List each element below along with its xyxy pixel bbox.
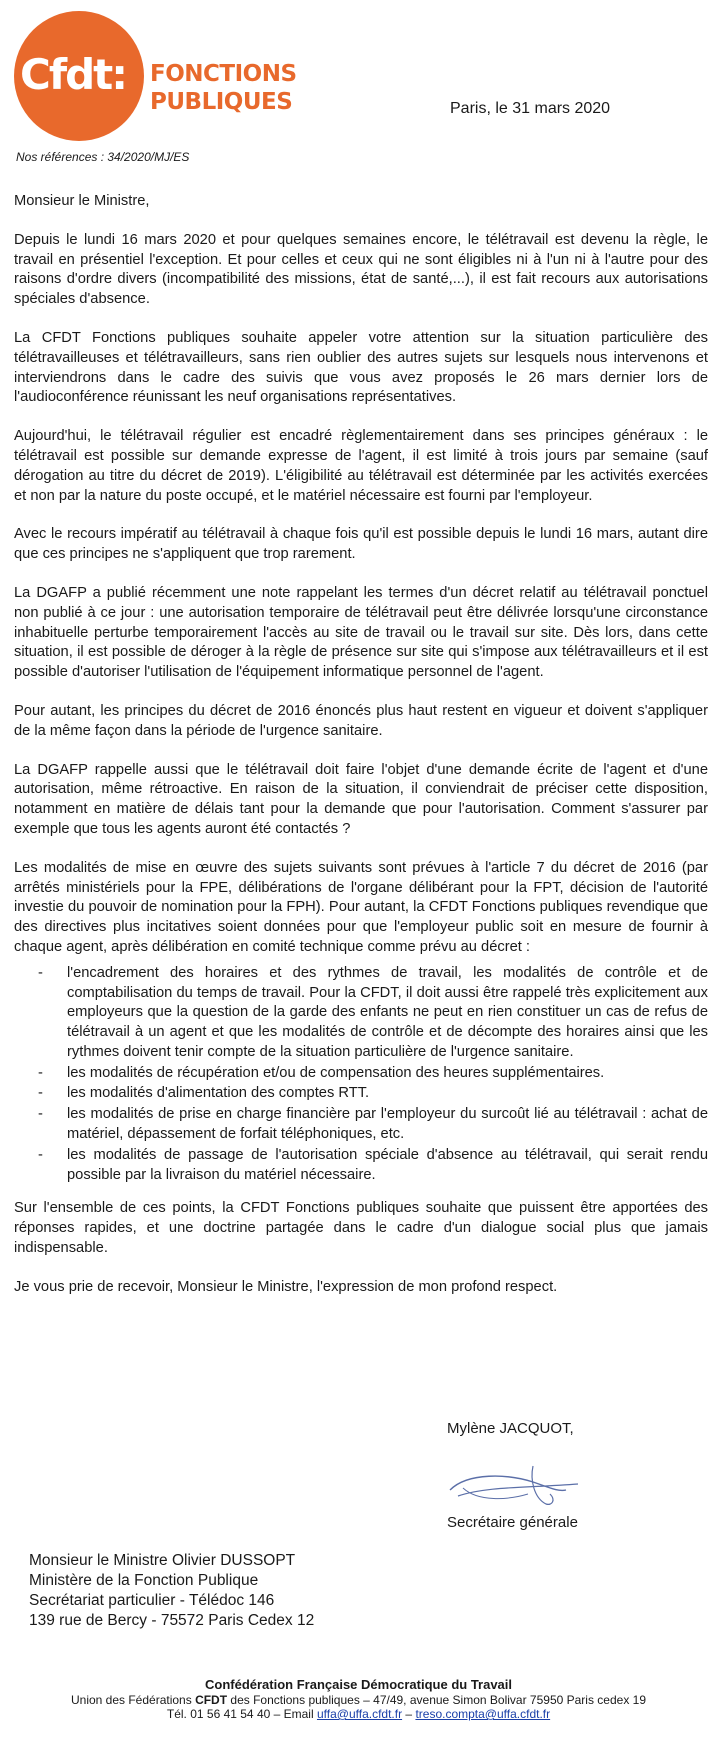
footer-union-bold: CFDT [195, 1692, 228, 1707]
email-link-uffa[interactable]: uffa@uffa.cfdt.fr [316, 1707, 403, 1721]
list-item-text: les modalités de passage de l'autorisation spéciale d'absence au télétravail, qui serait rendu possible par la livraison du matériel nécessaire. [67, 1146, 708, 1183]
paragraph: La CFDT Fonctions publiques souhaite appeler votre attention sur la situation particulière des télétravailleuses et télétravailleurs, sans rien oublier des autres sujets sur lesquels nous intervenons et interviendrons dans le cadre des suivis que vous avez proposés le 26 mars dernier lors de l'audioconférence réunissant les neuf organisations représentatives. [14, 329, 708, 406]
recipient-line: 139 rue de Bercy - 75572 Paris Cedex 12 [29, 1612, 315, 1629]
footer-separator: – [402, 1707, 416, 1721]
bullet-dash: - [38, 964, 43, 981]
list-item-text: les modalités de récupération et/ou de compensation des heures supplémentaires. [67, 1064, 605, 1081]
list-item-text: les modalités d'alimentation des comptes RTT. [67, 1085, 370, 1102]
salutation: Monsieur le Ministre, [14, 193, 150, 209]
paragraph: Depuis le lundi 16 mars 2020 et pour quelques semaines encore, le télétravail est devenu la règle, le travail en présentiel l'exception. Et pour celles et ceux qui ne sont éligibles ni à l'un ni à l'autre pour des raisons d'ordre divers (incompatibilité des missions, état de santé,...), il est fait recours aux autorisations spéciales d'absence. [14, 231, 708, 308]
paragraph: Pour autant, les principes du décret de 2016 énoncés plus haut restent en vigueur et doivent s'appliquer de la même façon dans la période de l'urgence sanitaire. [14, 702, 708, 739]
recipient-line: Monsieur le Ministre Olivier DUSSOPT [29, 1552, 296, 1569]
paragraph: Les modalités de mise en œuvre des sujets suivants sont prévues à l'article 7 du décret de 2016 (par arrêtés ministériels pour la FPE, délibérations de l'organe délibérant pour la FPT, décision de l'autorité investie du pouvoir de nomination pour la FPH). Pour autant, la CFDT Fonctions publiques revendique que des directives plus incitatives soient données pour que l'employeur public soit en mesure de fournir à chaque agent, après délibération en comité technique comme prévu au décret : [14, 859, 708, 955]
brand-line-1: FONCTIONS [150, 61, 297, 87]
references: Nos références : 34/2020/MJ/ES [16, 150, 190, 164]
list-item [14, 964, 708, 1063]
footer-phone: Tél. 01 56 41 54 40 – Email [166, 1707, 317, 1721]
footer [0, 1678, 717, 1722]
footer-contact [0, 1707, 717, 1722]
bullet-dash: - [38, 1064, 43, 1081]
footer-org: Confédération Française Démocratique du Travail [204, 1677, 513, 1692]
bullet-dash: - [38, 1146, 43, 1163]
bullet-list [14, 964, 708, 1186]
bullet-dash: - [38, 1106, 43, 1123]
logo-text: Cfdt: [20, 50, 127, 99]
handwritten-signature [438, 1460, 588, 1510]
paragraph: Avec le recours impératif au télétravail à chaque fois qu'il est possible depuis le lundi 16 mars, autant dire que ces principes ne s'appliquent que trop rarement. [14, 526, 708, 563]
bullet-dash: - [38, 1085, 43, 1102]
list-item [14, 1146, 708, 1186]
list-item [14, 1105, 708, 1145]
list-item-text: l'encadrement des horaires et des rythmes de travail, les modalités de contrôle et de comptabilisation du temps de travail. Pour la CFDT, il doit aussi être rappelé très explicitement aux employeurs que la question de la garde des enfants ne peut en rien constituer un cas de refus de télétravail à un agent et que les modalités de contrôle et de décompte des horaires ainsi que les rythmes doivent tenir compte de la situation particulière de l'urgence sanitaire. [67, 964, 708, 1060]
email-link-treso[interactable]: treso.compta@uffa.cfdt.fr [415, 1707, 551, 1721]
footer-union-suffix: des Fonctions publiques – 47/49, avenue Simon Bolivar 75950 Paris cedex 19 [227, 1692, 646, 1707]
brand-line-2: PUBLIQUES [150, 89, 293, 115]
footer-address [0, 1693, 717, 1708]
recipient-line: Secrétariat particulier - Télédoc 146 [29, 1592, 275, 1609]
closing-formula: Je vous prie de recevoir, Monsieur le Ministre, l'expression de mon profond respect. [14, 1278, 558, 1295]
list-item [14, 1064, 708, 1084]
footer-union-prefix: Union des Fédérations [70, 1692, 196, 1707]
brand-name [150, 60, 297, 116]
signer-name: Mylène JACQUOT, [447, 1420, 574, 1437]
letter-body [14, 192, 708, 1317]
paragraph: La DGAFP rappelle aussi que le télétravail doit faire l'objet d'une demande écrite de l'agent et d'une autorisation, même rétroactive. En raison de la situation, il conviendrait de préciser cette disposition, notamment en matière de délais tant pour la demande que pour l'autorisation. Comment s'assurer par exemple que tous les agents auront été contactés ? [14, 761, 708, 837]
recipient-line: Ministère de la Fonction Publique [29, 1572, 259, 1589]
list-item-text: les modalités de prise en charge financière par l'employeur du surcoût lié au télétravail : achat de matériel, dépassement de forfait téléphoniques, etc. [67, 1106, 708, 1143]
dateline: Paris, le 31 mars 2020 [450, 100, 611, 117]
paragraph: Aujourd'hui, le télétravail régulier est encadré règlementairement dans ses principes généraux : le télétravail est possible sur demande expresse de l'agent, il est limité à trois jours par semaine (sauf dérogation au titre du décret de 2019). L'éligibilité au télétravail est déterminée par les activités exercées et non par la nature du poste occupé, et le matériel nécessaire est fourni par l'employeur. [14, 428, 708, 504]
closing-paragraph: Sur l'ensemble de ces points, la CFDT Fonctions publiques souhaite que puissent être apportées des réponses rapides, et une doctrine partagée dans le cadre d'un dialogue social plus que jamais indispensable. [14, 1200, 708, 1257]
recipient-address [29, 1551, 314, 1631]
list-item [14, 1084, 708, 1104]
signer-title: Secrétaire générale [447, 1514, 578, 1531]
paragraph: La DGAFP a publié récemment une note rappelant les termes d'un décret relatif au télétravail ponctuel non publié à ce jour : une autorisation temporaire de télétravail peut être délivrée lorsqu'une circonstance inhabituelle perturbe temporairement l'accès au site de travail ou le travail sur site. Dès lors, dans cette situation, il est possible de déroger à la règle de présence sur site qui s'impose aux télétravailleurs et il est possible d'autoriser l'utilisation de l'équipement informatique personnel de l'agent. [14, 584, 708, 681]
